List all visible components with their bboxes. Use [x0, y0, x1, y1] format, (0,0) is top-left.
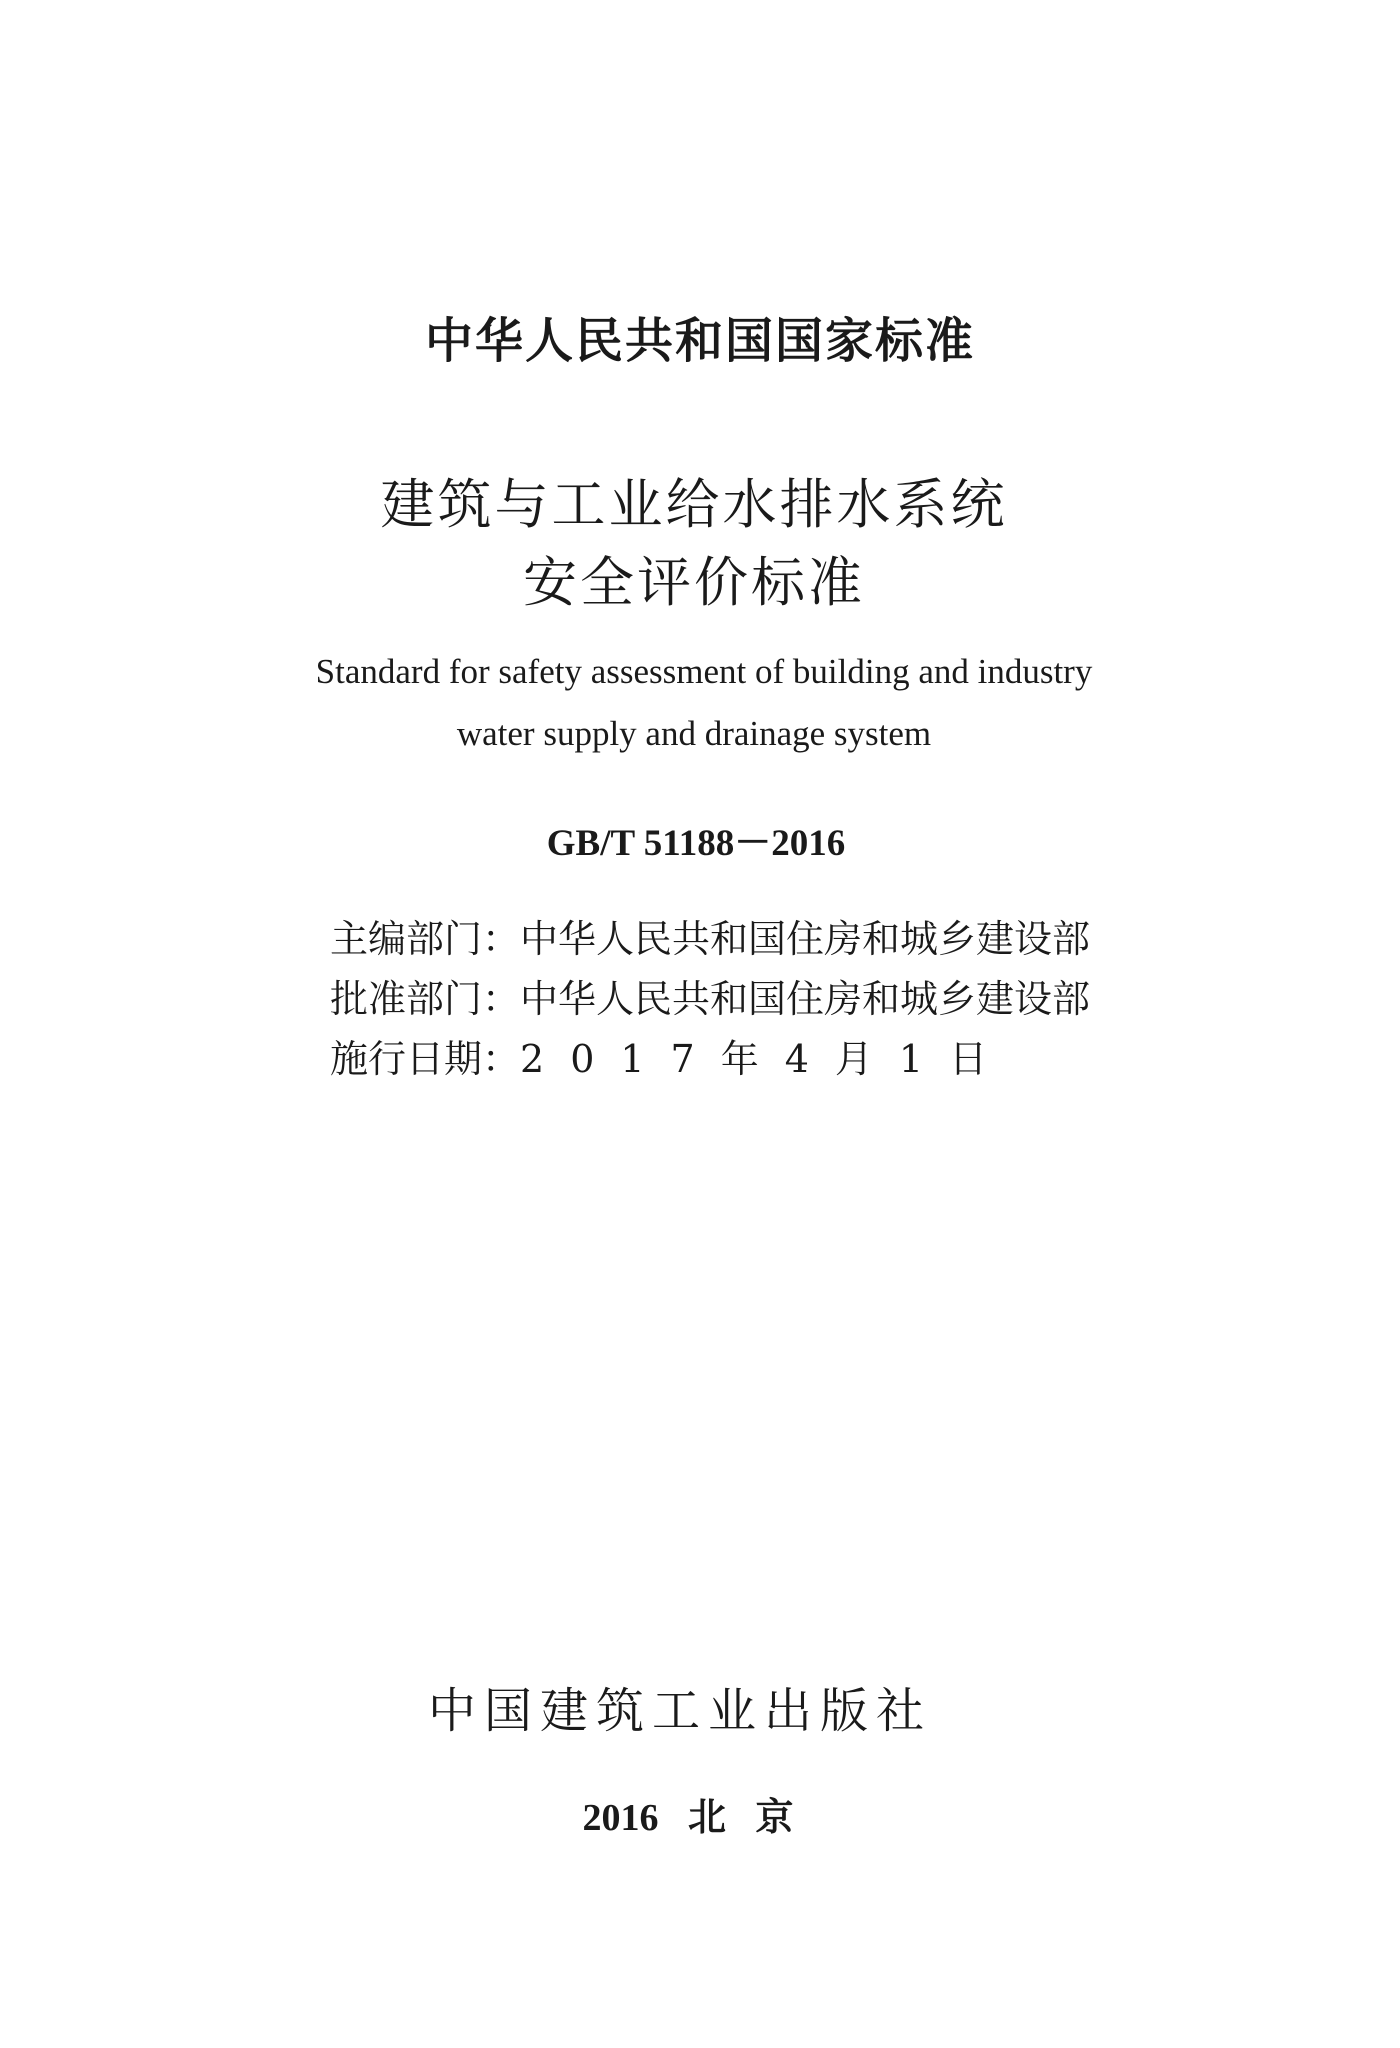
title-cn-line2: 安全评价标准	[523, 551, 865, 614]
national-standard-heading: 中华人民共和国国家标准	[424, 313, 975, 369]
approval-department-value: 中华人民共和国住房和城乡建设部	[520, 977, 1091, 1021]
effective-date-label: 施行日期：	[330, 1037, 521, 1081]
effective-date-value: 2017年4月1日	[520, 1037, 1014, 1081]
chief-department-value: 中华人民共和国住房和城乡建设部	[520, 917, 1091, 961]
approval-department-row	[330, 968, 1090, 1023]
effective-date-row	[330, 1028, 1013, 1083]
standard-code: GB/T 51188－2016	[546, 823, 846, 864]
title-cn-line1: 建筑与工业给水排水系统	[380, 473, 1008, 536]
chief-department-label: 主编部门：	[330, 917, 521, 961]
chief-department-row	[330, 908, 1090, 963]
publication-year-city: 2016 北 京	[582, 1797, 794, 1839]
title-en-line1: Standard for safety assessment of building and industry	[315, 652, 1093, 691]
publisher-name: 中国建筑工业出版社	[427, 1683, 932, 1739]
approval-department-label: 批准部门：	[330, 977, 521, 1021]
title-en-line2: water supply and drainage system	[456, 714, 932, 753]
